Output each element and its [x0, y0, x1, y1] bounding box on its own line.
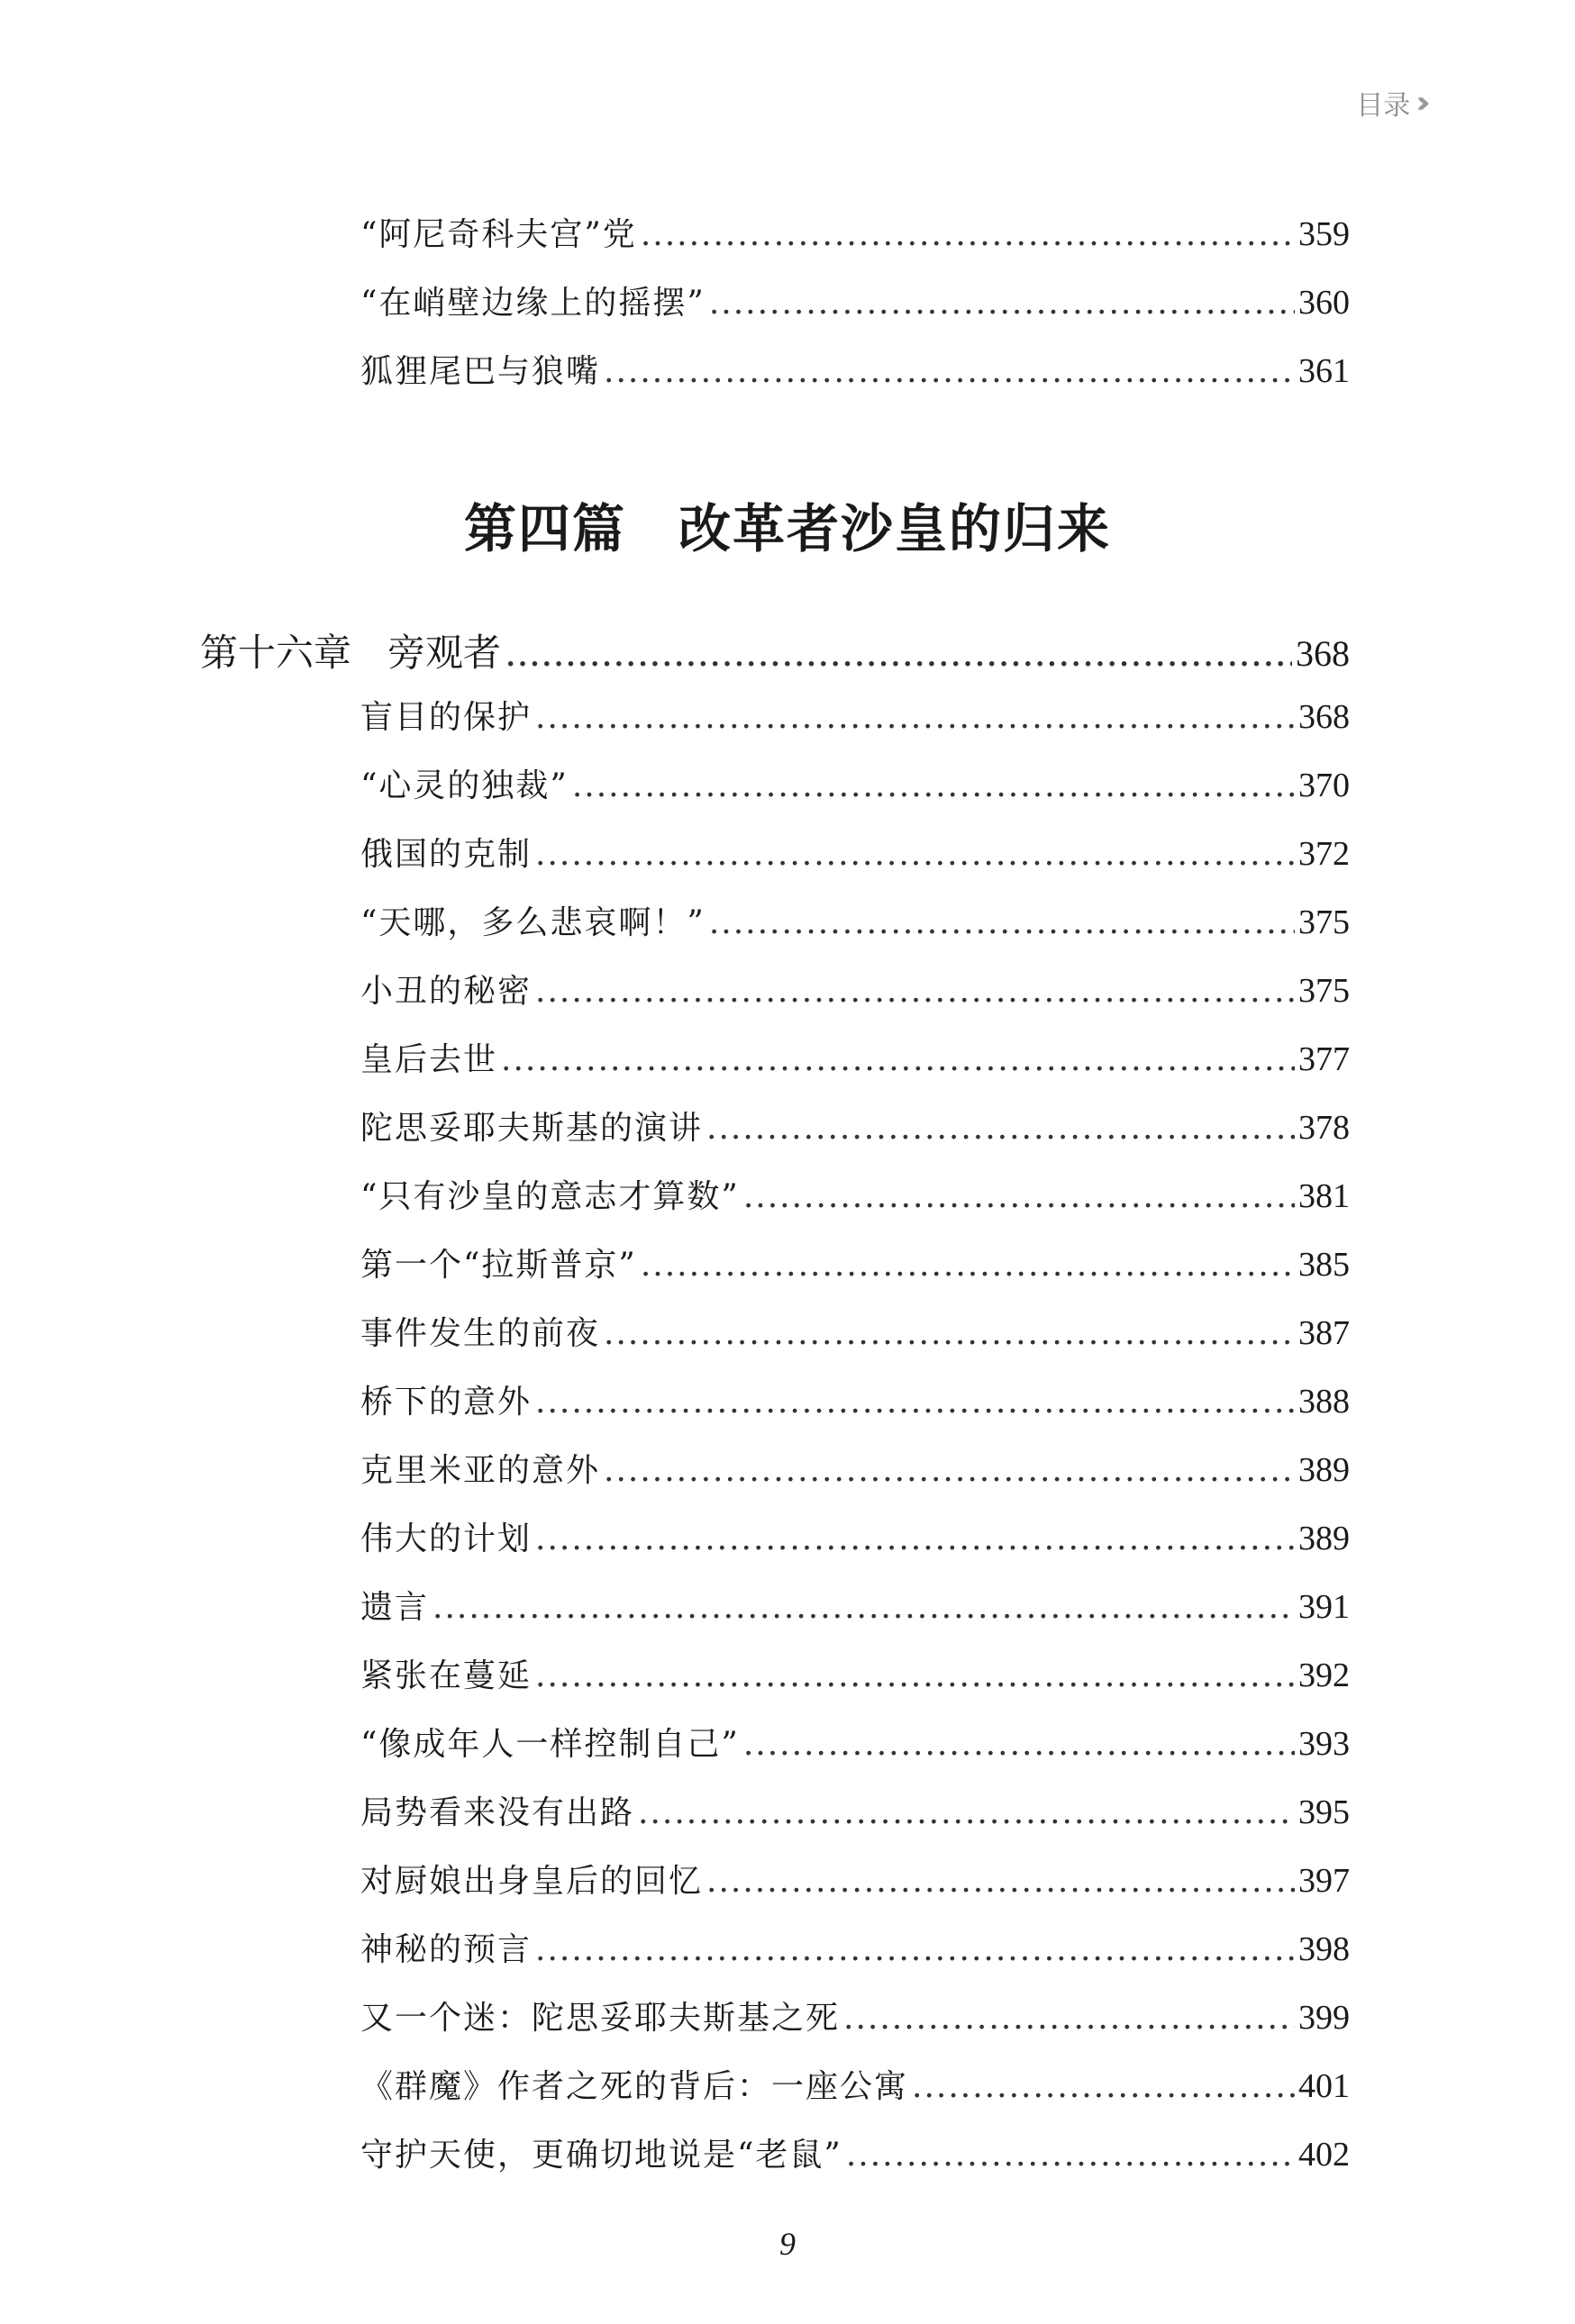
toc-entry-title: 遗言 [360, 1589, 430, 1626]
toc-entry [360, 1239, 1350, 1295]
toc-entry [360, 760, 1350, 816]
dot-leader [743, 1726, 1295, 1763]
toc-entry-title: 第一个“拉斯普京” [360, 1247, 637, 1284]
toc-entry [360, 1308, 1350, 1364]
chapter-title [200, 623, 501, 677]
toc-entry-page: 361 [1298, 352, 1350, 390]
chapter-name: 旁观者 [387, 631, 502, 675]
toc-entry-title: “阿尼奇科夫宫”党 [360, 216, 637, 253]
toc-entry [360, 966, 1350, 1021]
toc-entry-page: 381 [1298, 1177, 1350, 1215]
dot-leader [501, 1041, 1295, 1078]
toc-entry-title: 守护天使，更确切地说是“老鼠” [360, 2137, 842, 2174]
toc-entry-page: 378 [1298, 1109, 1350, 1147]
toc-entry-title: 又一个迷：陀思妥耶夫斯基之死 [360, 2000, 841, 2037]
dot-leader [604, 1452, 1295, 1489]
toc-entry-page: 388 [1298, 1383, 1350, 1421]
toc-entry-title: 狐狸尾巴与狼嘴 [360, 353, 601, 390]
toc-entry [360, 692, 1350, 748]
dot-leader [638, 1794, 1295, 1831]
dot-leader [535, 699, 1295, 736]
page-number: 9 [779, 2226, 796, 2262]
toc-entry-page: 392 [1298, 1657, 1350, 1694]
toc-entry-title: 局势看来没有出路 [360, 1794, 635, 1831]
toc-entry-page: 397 [1298, 1862, 1350, 1900]
dot-leader [843, 2000, 1295, 2037]
toc-entry-page: 387 [1298, 1314, 1350, 1352]
toc-entry-page: 391 [1298, 1588, 1350, 1626]
toc-entry [360, 1719, 1350, 1775]
toc-entry-page: 389 [1298, 1520, 1350, 1557]
toc-entry-page: 399 [1298, 1999, 1350, 2037]
toc-entry-title: 神秘的预言 [360, 1931, 533, 1968]
part-number: 第四篇 [463, 498, 626, 559]
toc-entry [360, 1034, 1350, 1090]
toc-entry-title: “像成年人一样控制自己” [360, 1726, 740, 1763]
toc-entry [360, 2061, 1350, 2117]
toc-entry-title: 对厨娘出身皇后的回忆 [360, 1863, 704, 1900]
dot-leader [743, 1178, 1295, 1215]
toc-entry-page: 401 [1298, 2067, 1350, 2105]
toc-entry-title: “在峭壁边缘上的摇摆” [360, 285, 706, 322]
toc-entry [360, 1513, 1350, 1569]
toc-entry [360, 1924, 1350, 1980]
toc-entry-title: “心灵的独裁” [360, 767, 569, 804]
toc-entry-title: “只有沙皇的意志才算数” [360, 1178, 740, 1215]
dot-leader [706, 1863, 1295, 1900]
dot-leader [706, 1110, 1295, 1147]
toc-entry-title: 克里米亚的意外 [360, 1452, 601, 1489]
toc-entry-page: 372 [1298, 835, 1350, 873]
dot-leader [535, 1384, 1295, 1421]
toc-header[interactable] [1356, 83, 1420, 123]
toc-entry [360, 209, 1350, 265]
toc-entry-page: 359 [1298, 215, 1350, 253]
chapter-page: 368 [1296, 633, 1350, 674]
toc-entry-title: 紧张在蔓延 [360, 1657, 533, 1694]
toc-entry [360, 1650, 1350, 1706]
toc-entry-page: 389 [1298, 1451, 1350, 1489]
toc-entry [360, 1787, 1350, 1843]
dot-leader [709, 285, 1295, 322]
dot-leader [709, 904, 1295, 941]
toc-entry-page: 368 [1298, 698, 1350, 736]
dot-leader [535, 1657, 1295, 1694]
toc-entry [360, 2129, 1350, 2185]
toc-entry [360, 1445, 1350, 1501]
toc-entry-title: 盲目的保护 [360, 699, 533, 736]
dot-leader [432, 1589, 1295, 1626]
toc-entry-title: 皇后去世 [360, 1041, 498, 1078]
toc-entry [360, 897, 1350, 953]
dot-leader [604, 1315, 1295, 1352]
toc-entry [360, 1171, 1350, 1227]
toc-entry-page: 402 [1298, 2136, 1350, 2174]
toc-header-label: 目录 [1356, 90, 1411, 122]
dot-leader [641, 1247, 1295, 1284]
double-chevron-right-icon: ››› [1416, 85, 1420, 121]
toc-entry-page: 370 [1298, 767, 1350, 804]
dot-leader [505, 631, 1292, 675]
toc-entry-title: 俄国的克制 [360, 836, 533, 873]
toc-entry [360, 346, 1350, 402]
toc-entry-page: 385 [1298, 1246, 1350, 1284]
dot-leader [846, 2137, 1295, 2174]
toc-entry-page: 375 [1298, 972, 1350, 1010]
dot-leader [604, 353, 1295, 390]
toc-entry-page: 375 [1298, 903, 1350, 941]
toc-entry [360, 829, 1350, 885]
toc-entry-page: 360 [1298, 284, 1350, 322]
toc-entry-title: 《群魔》作者之死的背后：一座公寓 [360, 2068, 909, 2105]
dot-leader [572, 767, 1295, 804]
toc-entry [360, 277, 1350, 333]
toc-entry-title: “天哪，多么悲哀啊！” [360, 904, 706, 941]
toc-entry-title: 小丑的秘密 [360, 973, 533, 1010]
chapter-number: 第十六章 [200, 631, 352, 675]
toc-entry-page: 395 [1298, 1793, 1350, 1831]
dot-leader [535, 1931, 1295, 1968]
toc-entry-page: 377 [1298, 1040, 1350, 1078]
dot-leader [535, 973, 1295, 1010]
toc-entry-title: 陀思妥耶夫斯基的演讲 [360, 1110, 704, 1147]
toc-entry [360, 1993, 1350, 2048]
toc-entry [360, 1582, 1350, 1638]
toc-entry [360, 1856, 1350, 1911]
toc-entry-page: 398 [1298, 1930, 1350, 1968]
toc-entry-title: 事件发生的前夜 [360, 1315, 601, 1352]
dot-leader [912, 2068, 1295, 2105]
part-title [0, 486, 1575, 562]
part-name: 改革者沙皇的归来 [678, 498, 1112, 559]
chapter-entry [200, 623, 1350, 679]
toc-entry-title: 伟大的计划 [360, 1521, 533, 1557]
toc-entry-title: 桥下的意外 [360, 1384, 533, 1421]
toc-entry-page: 393 [1298, 1725, 1350, 1763]
dot-leader [641, 216, 1295, 253]
dot-leader [535, 836, 1295, 873]
toc-entry [360, 1103, 1350, 1158]
toc-entry [360, 1376, 1350, 1432]
dot-leader [535, 1521, 1295, 1557]
